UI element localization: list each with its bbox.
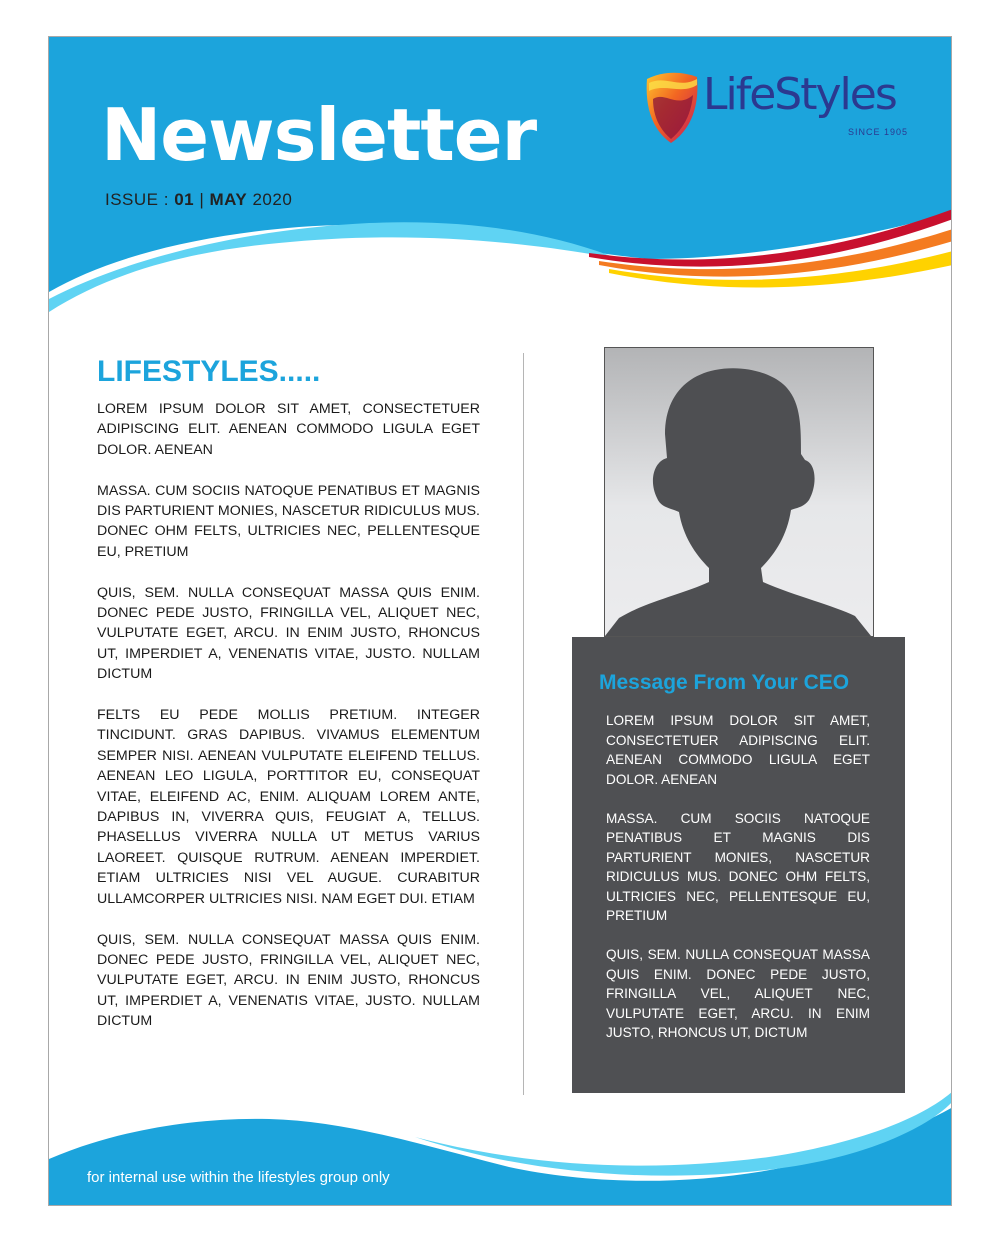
footer-disclaimer: for internal use within the lifestyles group only bbox=[87, 1169, 390, 1186]
newsletter-page bbox=[48, 36, 952, 1206]
article-paragraph: MASSA. CUM SOCIIS NATOQUE PENATIBUS ET MAGNIS DIS PARTURIENT MONIES, NASCETUR RIDICULUS MUS. DONEC OHM FELTS, ULTRICIES NEC, PELLENTESQUE EU, PRETIUM bbox=[97, 482, 480, 560]
ceo-message-body bbox=[606, 711, 870, 1062]
ceo-photo bbox=[604, 347, 874, 637]
column-divider bbox=[523, 353, 524, 1095]
footer-wave-background bbox=[49, 1087, 952, 1206]
issue-line bbox=[105, 190, 292, 210]
logo-tagline: SINCE 1905 bbox=[848, 127, 909, 137]
section-title: LIFESTYLES..... bbox=[97, 355, 321, 388]
issue-separator: | bbox=[199, 190, 205, 209]
issue-month: MAY bbox=[209, 190, 248, 209]
shield-logo-icon bbox=[643, 69, 701, 145]
main-article bbox=[97, 399, 480, 1052]
article-paragraph: LOREM IPSUM DOLOR SIT AMET, CONSECTETUER ADIPISCING ELIT. AENEAN COMMODO LIGULA EGET DOLOR. AENEAN bbox=[97, 401, 480, 458]
newsletter-title: Newsletter bbox=[101, 93, 537, 177]
issue-year: 2020 bbox=[252, 190, 293, 209]
ceo-message-title: Message From Your CEO bbox=[599, 671, 850, 694]
ceo-paragraph: LOREM IPSUM DOLOR SIT AMET, CONSECTETUER ADIPISCING ELIT. AENEAN COMMODO LIGULA EGET DOLOR. AENEAN bbox=[606, 713, 870, 787]
article-paragraph: QUIS, SEM. NULLA CONSEQUAT MASSA QUIS ENIM. DONEC PEDE JUSTO, FRINGILLA VEL, ALIQUET NEC, VULPUTATE EGET, ARCU. IN ENIM JUSTO, RHONCUS UT, IMPERDIET A, VENENATIS VITAE, JUSTO. NULLAM DICTUM bbox=[97, 584, 480, 683]
article-paragraph: QUIS, SEM. NULLA CONSEQUAT MASSA QUIS ENIM. DONEC PEDE JUSTO, FRINGILLA VEL, ALIQUET NEC, VULPUTATE EGET, ARCU. IN ENIM JUSTO, RHONCUS UT, IMPERDIET A, VENENATIS VITAE, JUSTO. NULLAM DICTUM bbox=[97, 931, 480, 1030]
ceo-message-panel bbox=[572, 637, 905, 1093]
issue-label: ISSUE : bbox=[105, 190, 169, 209]
issue-number: 01 bbox=[174, 190, 195, 209]
lifestyles-logo bbox=[643, 65, 923, 155]
ceo-paragraph: QUIS, SEM. NULLA CONSEQUAT MASSA QUIS ENIM. DONEC PEDE JUSTO, FRINGILLA VEL, ALIQUET NEC, VULPUTATE EGET, ARCU. IN ENIM JUSTO, RHONCUS UT, DICTUM bbox=[606, 947, 870, 1040]
logo-wordmark: LifeStyles bbox=[703, 69, 896, 120]
person-silhouette-icon bbox=[605, 348, 873, 636]
ceo-paragraph: MASSA. CUM SOCIIS NATOQUE PENATIBUS ET MAGNIS DIS PARTURIENT MONIES, NASCETUR RIDICULUS MUS. DONEC OHM FELTS, ULTRICIES NEC, PELLENTESQUE EU, PRETIUM bbox=[606, 810, 870, 923]
article-paragraph: FELTS EU PEDE MOLLIS PRETIUM. INTEGER TINCIDUNT. GRAS DAPIBUS. VIVAMUS ELEMENTUM SEMPER NISI. AENEAN VULPUTATE ELEIFEND TELLUS. AENEAN LEO LIGULA, PORTTITOR EU, CONSEQUAT VITAE, ELEIFEND AC, ENIM. ALIQUAM LOREM ANTE, DAPIBUS IN, VIVERRA QUIS, FEUGIAT A, TELLUS. PHASELLUS VIVERRA NULLA UT METUS VARIUS LAOREET. QUISQUE RUTRUM. AENEAN IMPERDIET. ETIAM ULTRICIES NISI VEL AUGUE. CURABITUR ULLAMCORPER ULTRICIES NISI. NAM EGET DUI. ETIAM bbox=[97, 707, 480, 907]
